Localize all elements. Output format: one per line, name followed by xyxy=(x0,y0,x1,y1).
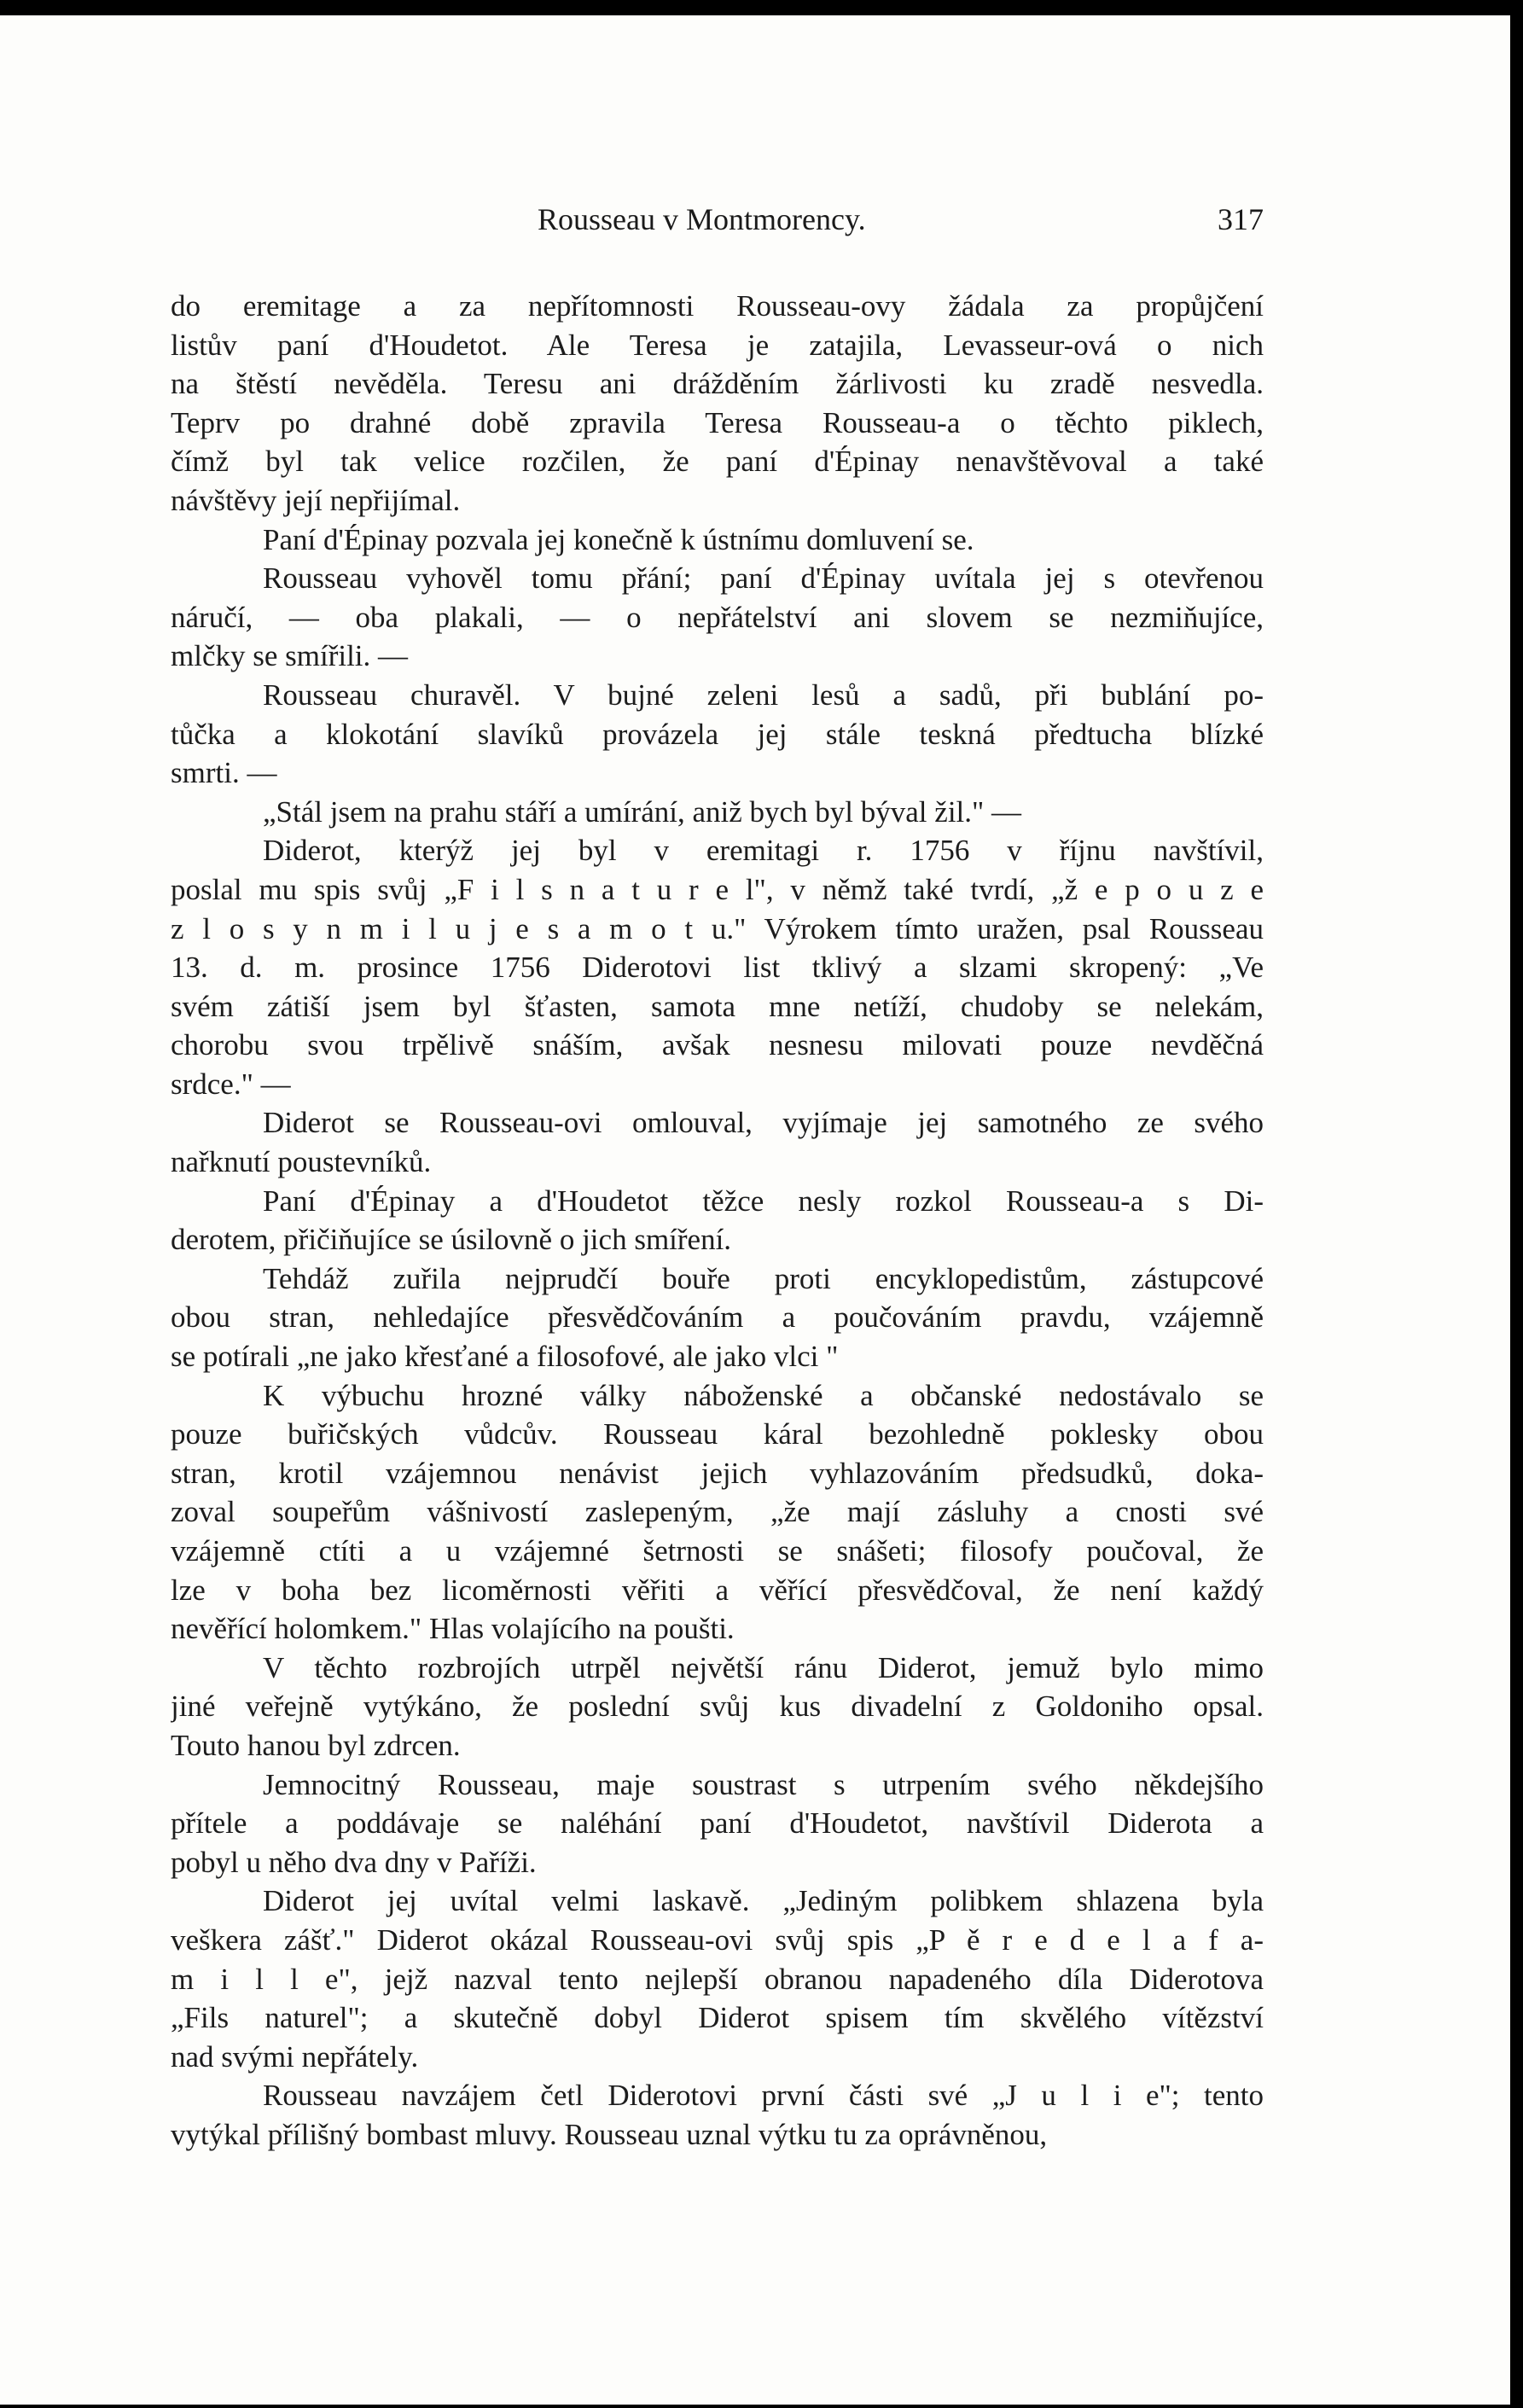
text-line: m i l l e", jejž nazval tento nejlepší obranou napadeného díla Diderotova xyxy=(171,1962,1264,1996)
text-line: Jemnocitný Rousseau, maje soustrast s utrpením svého někdejšího xyxy=(263,1767,1264,1801)
text-line: přítele a poddávaje se naléhání paní d'Houdetot, navštívil Diderota a xyxy=(171,1806,1264,1841)
text-line: obou stran, nehledajíce přesvědčováním a poučováním pravdu, vzájemně xyxy=(171,1300,1264,1335)
text-line: čímž byl tak velice rozčilen, že paní d'Épinay nenavštěvoval a také xyxy=(171,445,1264,479)
text-line: derotem, přičiňujíce se úsilovně o jich smíření. xyxy=(171,1223,732,1257)
paragraph xyxy=(171,831,1264,1103)
text-line: Diderot jej uvítal velmi laskavě. „Jediným polibkem shlazena byla xyxy=(263,1884,1264,1918)
paragraph xyxy=(171,1649,1264,1765)
text-line: Touto hanou byl zdrcen. xyxy=(171,1728,461,1762)
text-line: K výbuchu hrozné války náboženské a občanské nedostávalo se xyxy=(263,1378,1264,1412)
paragraph xyxy=(171,1182,1264,1259)
text-line: Tehdáž zuřila nejprudčí bouře proti encyklopedistům, zástupcové xyxy=(263,1261,1264,1295)
book-page xyxy=(0,15,1510,2405)
paragraph xyxy=(171,1376,1264,1649)
text-line: „Fils naturel"; a skutečně dobyl Diderot spisem tím skvělého vítězství xyxy=(171,2001,1264,2035)
text-line: Rousseau vyhověl tomu přání; paní d'Épinay uvítala jej s otevřenou xyxy=(263,561,1264,596)
text-line: Rousseau navzájem četl Diderotovi první části své „J u l i e"; tento xyxy=(263,2079,1264,2113)
text-line: pouze buřičských vůdcův. Rousseau káral bezohledně poklesky obou xyxy=(171,1417,1264,1451)
text-line: z l o s y n m i l u j e s a m o t u." Výrokem tímto uražen, psal Rousseau xyxy=(171,911,1264,945)
text-line: veškera zášť." Diderot okázal Rousseau-ovi svůj spis „P ě r e d e l a f a- xyxy=(171,1922,1264,1957)
text-line: V těchto rozbrojích utrpěl největší ránu Diderot, jemuž bylo mimo xyxy=(263,1650,1264,1684)
text-line: Paní d'Épinay a d'Houdetot těžce nesly rozkol Rousseau-a s Di- xyxy=(263,1184,1264,1218)
text-line: návštěvy její nepřijímal. xyxy=(171,483,461,517)
text-line: Diderot se Rousseau-ovi omlouval, vyjímaje jej samotného ze svého xyxy=(263,1106,1264,1140)
body-text xyxy=(171,287,1264,2155)
text-line: chorobu svou trpělivě snáším, avšak nesnesu milovati pouze nevděčná xyxy=(171,1028,1264,1062)
text-line: pobyl u něho dva dny v Paříži. xyxy=(171,1845,537,1879)
text-line: Rousseau churavěl. V bujné zeleni lesů a sadů, při bublání po- xyxy=(263,678,1264,712)
text-line: se potírali „ne jako křesťané a filosofové, ale jako vlci " xyxy=(171,1340,839,1374)
paragraph xyxy=(171,1259,1264,1376)
text-line: svém zátiší jsem byl šťasten, samota mne netíží, chudoby se nelekám, xyxy=(171,989,1264,1023)
paragraph xyxy=(171,676,1264,793)
text-line: tůčka a klokotání slavíků provázela jej stále teskná předtucha blízké xyxy=(171,717,1264,751)
paragraph xyxy=(171,521,1264,560)
text-line: vzájemně ctíti a u vzájemné šetrnosti se snášeti; filosofy poučoval, že xyxy=(171,1534,1264,1568)
text-line: zoval soupeřům vášnivostí zaslepeným, „že mají zásluhy a cnosti své xyxy=(171,1495,1264,1529)
text-line: vytýkal přílišný bombast mluvy. Rousseau uznal výtku tu za oprávněnou, xyxy=(171,2117,1048,2151)
text-line: jiné veřejně vytýkáno, že poslední svůj kus divadelní z Goldoniho opsal. xyxy=(171,1690,1264,1724)
text-line: náručí, — oba plakali, — o nepřátelství ani slovem se nezmiňujíce, xyxy=(171,600,1264,634)
paragraph xyxy=(171,1882,1264,2076)
text-line: lze v boha bez licoměrnosti věřiti a věřící přesvědčoval, že není každý xyxy=(171,1573,1264,1607)
paragraph xyxy=(171,559,1264,676)
page-number: 317 xyxy=(1218,202,1264,236)
text-line: poslal mu spis svůj „F i l s n a t u r e l", v němž také tvrdí, „ž e p o u z e xyxy=(171,872,1264,906)
running-title: Rousseau v Montmorency. xyxy=(538,202,866,236)
text-line: 13. d. m. prosince 1756 Diderotovi list tklivý a slzami skropený: „Ve xyxy=(171,951,1264,985)
text-line: nevěřící holomkem." Hlas volajícího na poušti. xyxy=(171,1612,735,1646)
text-line: smrti. — xyxy=(171,756,277,790)
text-line: „Stál jsem na prahu stáří a umírání, aniž bych byl býval žil." — xyxy=(263,794,1022,829)
page-header xyxy=(171,201,1264,244)
paragraph xyxy=(171,1765,1264,1882)
text-line: mlčky se smířili. — xyxy=(171,639,409,673)
text-line: stran, krotil vzájemnou nenávist jejich vyhlazováním předsudků, doka- xyxy=(171,1456,1264,1490)
text-line: Paní d'Épinay pozvala jej konečně k ústnímu domluvení se. xyxy=(263,522,974,556)
text-line: nad svými nepřátely. xyxy=(171,2039,419,2074)
paragraph xyxy=(171,287,1264,521)
paragraph xyxy=(171,2076,1264,2154)
text-line: nařknutí poustevníků. xyxy=(171,1145,432,1179)
text-line: Teprv po drahné době zpravila Teresa Rousseau-a o těchto piklech, xyxy=(171,405,1264,439)
text-line: Diderot, kterýž jej byl v eremitagi r. 1756 v říjnu navštívil, xyxy=(263,834,1264,868)
text-line: listův paní d'Houdetot. Ale Teresa je zatajila, Levasseur-ová o nich xyxy=(171,328,1264,362)
paragraph xyxy=(171,793,1264,832)
text-line: na štěstí nevěděla. Teresu ani drážděním žárlivosti ku zradě nesvedla. xyxy=(171,367,1264,401)
paragraph xyxy=(171,1103,1264,1181)
text-line: do eremitage a za nepřítomnosti Rousseau-ovy žádala za propůjčení xyxy=(171,289,1264,323)
text-line: srdce." — xyxy=(171,1067,291,1101)
